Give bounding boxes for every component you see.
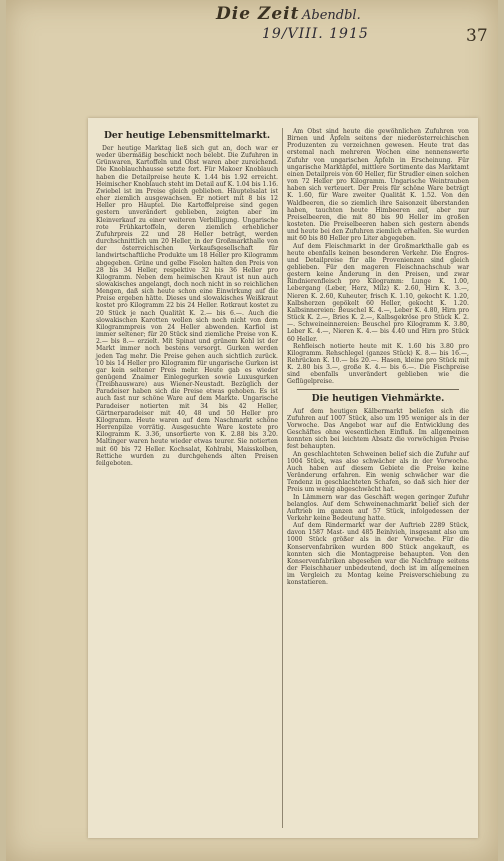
handwritten-date: 19/VIII. 1915 [262, 26, 369, 42]
article-paragraph: An geschlachteten Schweinen belief sich die Zufuhr auf 1004 Stück, was also schwächer als in der Vorwoche. Auch haben auf diesem Gebiete die Preise keine Veränderung erfahren. Ein wenig schwächer war die Tendenz in geschlachteten Schafen, so daß sich hier der Preis um wenig abgeschwächt hat. [287, 450, 469, 494]
article-paragraph: In Lämmern war das Geschäft wegen geringer Zufuhr belanglos. Auf dem Schweinenachmarkt belief sich der Auftrieb im ganzen auf 57 Stück, infolgedessen der Verkehr keine Bedeutung hatte. [287, 493, 469, 522]
article-paragraph: Auf dem heutigen Kälbermarkt beliefen sich die Zufuhren auf 1007 Stück, also um 195 weniger als in der Vorwoche. Das Angebot war auf die Entwicklung des Geschäftes ohne wesentlichen Einfluß. Im allgemeinen konnten sich bei leichtem Absatz die vorwöchigen Preise fest behaupten. [287, 407, 469, 451]
article-paragraph: Auf dem Rindermarkt war der Auftrieb 2289 Stück, davon 1587 Mast- und 485 Beinlvieh, insgesamt also um 1000 Stück größer als in der Vorwoche. Für die Konservenfabriken wurden 800 Stück angekauft, es konnten sich die Montagpreise behaupten. Von den Konservenfabriken abgesehen war die Nachfrage seitens der Fleischhauer unbedeutend, doch ist im allgemeinen im Vergleich zu Montag keine Preisverschiebung zu konstatieren. [287, 522, 469, 587]
article-paragraph: Auf dem Fleischmarkt in der Großmarkthalle gab es heute ebenfalls keinen besonderen Verkehr. Die Engros- und Detailpreise für alle Provenienzen sind gleich geblieben. Für den mageren Fleischnachschub war gestern keine Änderung in den Preisen, und zwar Rindnierenfleisch pro Kilogramm: Lunge K. 1.00, Lebergang (Leber, Herz, Milz) K. 2.60, Hirn K. 3.—, Nieren K. 2.60, Kuheuter, frisch K. 1.10, gekocht K. 1.20, Kalbsherzen gepökelt 60 Heller, gekocht K. 1.20. Kalbsinnereien: Beuschel K. 4.—, Leber K. 4.80, Hirn pro Stück K. 2.—, Bries K. 2.—, Kalbsgekröse pro Stück K. 2.—. Schweineinnereien: Beuschel pro Kilogramm K. 3.80, Leber K. 4.—, Nieren K. 4.— bis 4.40 und Hirn pro Stück 60 Heller. [287, 242, 469, 343]
article-paragraph: Am Obst sind heute die gewöhnlichen Zufuhren von Birnen und Äpfeln seitens der niederösterreichischen Produzenten zu verzeichnen gewesen. Heute trat das erstemal nach mehreren Wochen eine nennenswerte Zufuhr von ungarischen Äpfeln in Erscheinung. Für ungarische Marktäpfel, mittlere Sortimente das Marktamt einen Detailpreis von 60 Heller, für Strudler einen solchen von 72 Heller pro Kilogramm. Ungarische Weintrauben haben sich verteuert. Der Preis für schöne Ware beträgt K. 1.60, für Ware zweiter Qualität K. 1.52. Von den Waldbeeren, die so ziemlich ihre Saisonzeit überstanden haben, tauchten heute Himbeeren auf, aber nur Preiselbeeren, die mit 80 bis 90 Heller im großen kosteten. Die Preiselbeeren haben sich gestern abends und heute bei den Zufuhren ziemlich erhalten. Sie wurden mit 60 bis 80 Heller pro Liter abgegeben. [287, 128, 469, 243]
section-divider [297, 389, 459, 390]
article-paragraph: Rehfleisch notierte heute mit K. 1.60 bis 3.80 pro Kilogramm. Rehschlegel (ganzes Stück) K. 8.— bis 16.—, Rehrücken K. 10.— bis 20.—. Hasen, kleine pro Stück mit K. 2.80 bis 3.—, große K. 4.— bis 6.—. Die Fischpreise sind ebenfalls unverändert geblieben wie die Geflügelpreise. [287, 342, 469, 386]
article-paragraph: Der heutige Marktag ließ sich gut an, doch war er weder übermäßig beschickt noch belebt. Die Zufuhren in Grünwaren, Kartoffeln und Obst waren aber zureichend. Die Knoblauchhausse setzte fort. Für Makoer Knoblauch haben die Detailpreise heute K. 1.44 bis 1.92 erreicht. Heimischer Knoblauch steht im Detail auf K. 1.04 bis 1.16. Zwiebel ist im Preise gleich geblieben. Häuptelsalat ist eher ziemlich ausgewachsen. Er notiert mit 8 bis 12 Heller pro Häuptel. Die Kartoffelpreise sind gegen gestern unverändert geblieben, zeigten aber im Kleinverkauf zu einer weiteren Verbilligung. Ungarische rote Frühkartoffeln, deren ziemlich erheblicher Zufuhrpreis 22 und 28 Heller beträgt, werden durchschnittlich um 20 Heller, in der Großmarkthalle von der österreichischen Verkaufsgesellschaft für landwirtschaftliche Produkte um 18 Heller pro Kilogramm abgegeben. Grüne und gelbe Fisolen halten den Preis von 28 bis 34 Heller, respektive 32 bis 36 Heller pro Kilogramm. Neben dem heimischen Kraut ist nun auch slowakisches angelangt, doch noch nicht in so reichlichen Mengen, daß sich heute schon eine Einwirkung auf die Preise ergeben hätte. Dieses und slowakisches Weißkraut kostet pro Kilogramm 22 bis 24 Heller. Rotkraut kostet zu 20 Stück je nach Qualität K. 2.— bis 6.—. Auch die slowakischen Karotten wollen sich noch nicht von dem Kilogrammpreis von 24 Heller abwenden. Karfiol ist immer seltener; für 20 Stück sind ziemliche Preise von K. 2.— bis 8.— erzielt. Mit Spinat und grünem Kohl ist der Markt immer noch bestens versorgt. Gurken werden jeden Tag mehr. Die Preise gehen auch sichtlich zurück. 10 bis 14 Heller pro Kilogramm für ungarische Gurken ist gar kein seltener Preis mehr. Heute gab es wieder genügend Znaimer Einlegegurken sowie Luxusgurken (Treibhausware) aus Wiener-Neustadt. Bezüglich der Paradeiser haben sich die Preise etwas gehoben. Es ist auch fast nur schöne Ware auf dem Markte. Ungarische Paradeiser notierten mit 34 bis 42 Heller, Gärtnerparadeiser mit 40, 48 und 50 Heller pro Kilogramm. Heute waren auf dem Naschmarkt schöne Herrenpilze vorrätig. Ausgesuchte Ware kostete pro Kilogramm K. 3.36, unsortierte von K. 2.88 bis 3.20. Maltinger waren heute wieder etwas teurer. Sie notierten mit 60 bis 72 Heller. Kochsalat, Kohlrabi, Maisskolben, Rettiche wurden zu durchgehends alten Preisen feilgeboten. [96, 145, 279, 467]
newspaper-title: Die Zeit [216, 4, 300, 24]
left-column [96, 128, 278, 467]
archive-sheet [6, 0, 498, 861]
headline-lebensmittelmarkt: Der heutige Lebensmittelmarkt. [103, 130, 271, 141]
column-divider [282, 128, 283, 828]
headline-viehmaerkte: Die heutigen Viehmärkte. [311, 392, 445, 404]
newspaper-clipping [88, 118, 478, 838]
right-column [287, 128, 469, 587]
handwritten-annotation: Abendbl. [302, 8, 361, 23]
page-number: 37 [466, 26, 488, 46]
